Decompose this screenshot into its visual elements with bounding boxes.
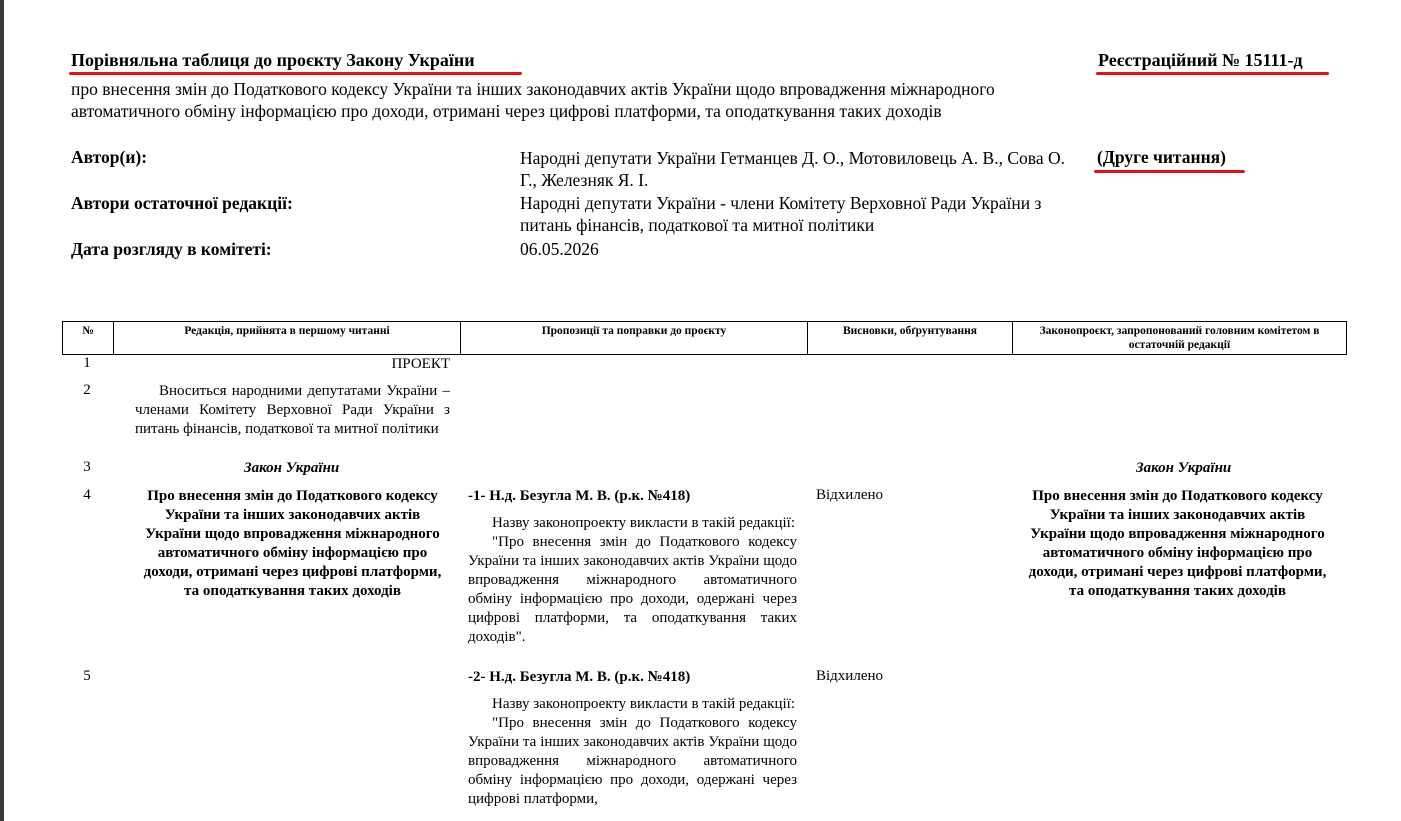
row-first-reading-text: Про внесення змін до Податкового кодексу України та інших законодавчих актів України щодо впровадження міжнародного автоматичного обміну інформацією про доходи, отримані через цифрові платформи, та оподаткування таких доходів	[143, 488, 442, 599]
amendment-text: Назву законопроекту викласти в такій редакції:	[492, 515, 795, 531]
header-proposals: Пропозиції та поправки до проєкту	[461, 322, 808, 355]
date-label: Дата розгляду в комітеті:	[71, 239, 272, 259]
conclusion-text: Відхилено	[816, 487, 884, 503]
final-authors-label: Автори остаточної редакції:	[71, 193, 293, 213]
header-number: №	[63, 322, 114, 355]
row-number: 5	[83, 668, 91, 684]
row-number: 2	[83, 382, 91, 398]
comparison-table-header	[62, 321, 1347, 355]
row-number: 4	[83, 487, 91, 503]
header-final-version: Законопроєкт, запропонований головним комітетом в остаточній редакції	[1013, 322, 1347, 355]
registration-red-underline	[1096, 72, 1329, 75]
header-conclusions: Висновки, обґрунтування	[808, 322, 1013, 355]
reading-red-underline	[1094, 170, 1245, 173]
authors-value: Народні депутати України Гетманцев Д. О., Мотовиловець А. В., Сова О. Г., Железняк Я. І.	[520, 148, 1065, 190]
document-title: Порівняльна таблиця до проєкту Закону України	[71, 50, 475, 70]
final-authors-value: Народні депутати України - члени Комітету Верховної Ради України з питань фінансів, податкової та митної політики	[520, 193, 1042, 235]
row-first-reading-text: Закон України	[244, 460, 340, 476]
header-first-reading: Редакція, прийнята в першому читанні	[114, 322, 461, 355]
title-red-underline	[69, 72, 522, 75]
amendment-text: "Про внесення змін до Податкового кодексу України та інших законодавчих актів України щодо впровадження міжнародного автоматичного обміну інформацією про доходи, одержані через цифрові платформи,	[468, 715, 797, 807]
amendment-block	[468, 668, 797, 809]
amendment-title: -2- Н.д. Безугла М. В. (р.к. №418)	[468, 669, 691, 685]
amendment-text: "Про внесення змін до Податкового кодексу України та інших законодавчих актів України щодо впровадження міжнародного автоматичного обміну інформацією про доходи, одержані через цифрові платформи, та оподаткування таких доходів".	[468, 534, 797, 645]
authors-label: Автор(и):	[71, 147, 148, 167]
amendment-title: -1- Н.д. Безугла М. В. (р.к. №418)	[468, 488, 691, 504]
reading-stage: (Друге читання)	[1097, 147, 1226, 167]
date-value: 06.05.2026	[520, 239, 599, 259]
viewer-left-edge	[0, 0, 4, 821]
row-final-version-text: Закон України	[1136, 460, 1232, 476]
row-first-reading-text: ПРОЕКТ	[391, 356, 450, 372]
row-final-version-text: Про внесення змін до Податкового кодексу України та інших законодавчих актів України щодо впровадження міжнародного автоматичного обміну інформацією про доходи, отримані через цифрові платформи, та оподаткування таких доходів	[1028, 488, 1327, 599]
conclusion-text: Відхилено	[816, 668, 884, 684]
registration-number: Реєстраційний № 15111-д	[1098, 50, 1303, 70]
amendment-text: Назву законопроекту викласти в такій редакції:	[492, 696, 795, 712]
document-subtitle: про внесення змін до Податкового кодексу України та інших законодавчих актів України щодо впровадження міжнародного автоматичного обміну інформацією про доходи, отримані через цифрові платформи, та оподаткування таких доходів	[71, 79, 995, 121]
row-number: 1	[83, 355, 91, 371]
row-first-reading-text: Вноситься народними депутатами України – членами Комітету Верховної Ради України з питань фінансів, податкової та митної політики	[135, 383, 450, 437]
row-number: 3	[83, 459, 91, 475]
amendment-block	[468, 487, 797, 647]
